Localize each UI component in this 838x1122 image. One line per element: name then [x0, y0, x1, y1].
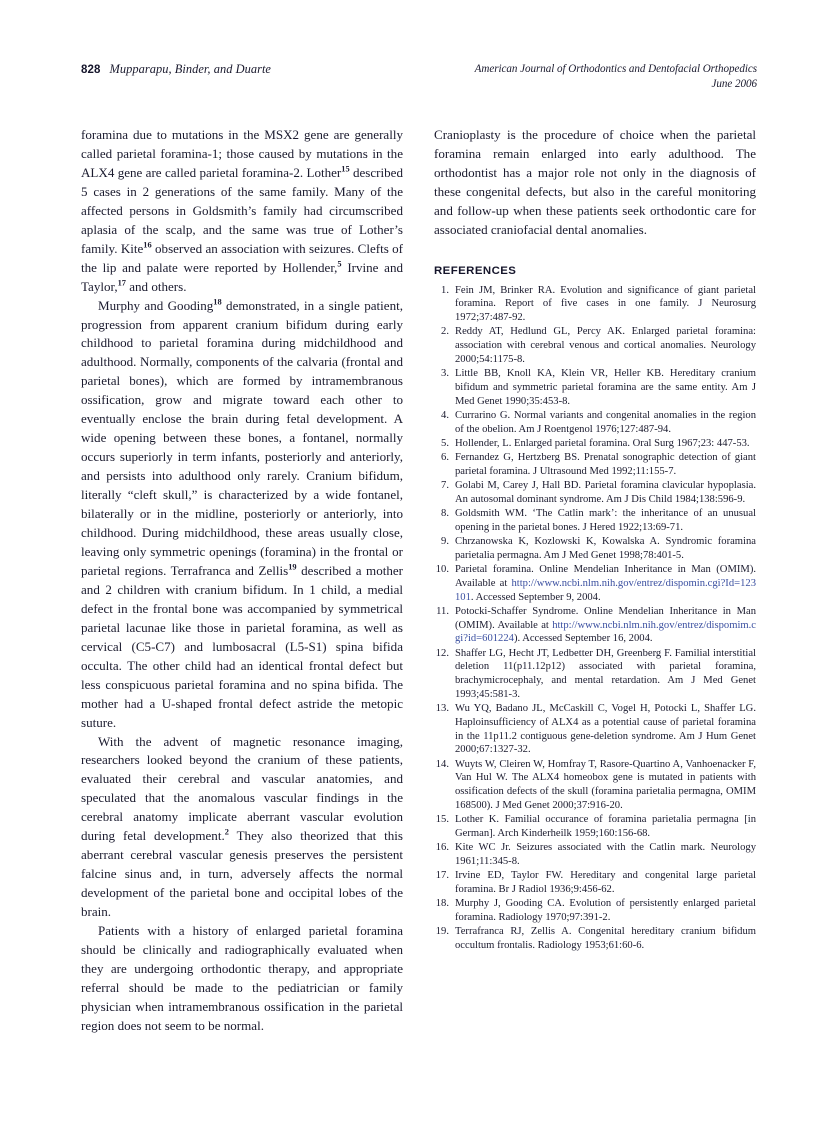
issue-date: June 2006: [711, 77, 757, 90]
reference-item: Wu YQ, Badano JL, McCaskill C, Vogel H, Potocki L, Shaffer LG. Haploinsufficiency of ALX4 as a potential cause of parietal foramina in the 11p11.2 contiguous gene-deletion syndrome. Am J Hum Genet 2000;67:1327-32.: [455, 703, 756, 756]
citation-superscript: 19: [288, 562, 297, 572]
running-head: [81, 62, 757, 96]
running-head-authors: Mupparapu, Binder, and Duarte: [109, 62, 271, 76]
body-paragraph: Patients with a history of enlarged parietal foramina should be clinically and radiographically evaluated when they are undergoing orthodontic therapy, and appropriate referral should be made to the pediatrician or family physician when intramembranous ossification in the parietal region does not seem to be normal.: [81, 923, 403, 1033]
reference-item: Golabi M, Carey J, Hall BD. Parietal foramina clavicular hypoplasia. An autosomal dominant syndrome. Am J Dis Child 1984;138:596-9.: [455, 480, 756, 505]
reference-item: Fernandez G, Hertzberg BS. Prenatal sonographic detection of giant parietal foramina. J Ultrasound Med 1992;11:155-7.: [455, 452, 756, 477]
reference-item: Lother K. Familial occurance of foramina parietalia permagna [in German]. Arch Kinderheilk 1959;160:156-68.: [455, 814, 756, 839]
reference-item: Little BB, Knoll KA, Klein VR, Heller KB. Hereditary cranium bifidum and symmetric parietal foramina are the same entity. Am J Med Genet 1990;35:453-8.: [455, 368, 756, 407]
citation-superscript: 18: [213, 297, 222, 307]
left-column: [81, 126, 403, 1036]
journal-title: American Journal of Orthodontics and Dentofacial Orthopedics: [474, 63, 757, 75]
reference-item: Chrzanowska K, Kozlowski K, Kowalska A. Syndromic foramina parietalia permagna. Am J Med Genet 1998;78:401-5.: [455, 536, 756, 561]
reference-item: Currarino G. Normal variants and congenital anomalies in the region of the obelion. Am J Roentgenol 1976;127:487-94.: [455, 409, 756, 435]
body-paragraph: Cranioplasty is the procedure of choice when the parietal foramina remain enlarged into early adulthood. The orthodontist has a major role not only in the diagnosis of these congenital defects, but also in the careful monitoring and follow-up when these patients seek orthodontic care for associated craniofacial dental anomalies.: [434, 127, 756, 237]
citation-superscript: 2: [224, 827, 229, 837]
citation-superscript: 5: [337, 259, 342, 269]
running-head-left: [81, 62, 271, 77]
reference-item: Wuyts W, Cleiren W, Homfray T, Rasore-Quartino A, Vanhoenacker F, Van Hul W. The ALX4 homeobox gene is mutated in patients with ossification defects of the skull (foramina parietalia permagna, OMIM 168500). J Med Genet 2000;37:916-20.: [455, 758, 756, 811]
reference-item: Goldsmith WM. ‘The Catlin mark’: the inheritance of an unusual opening in the parietal bones. J Hered 1922;13:69-71.: [455, 508, 756, 533]
right-column: [434, 126, 756, 953]
running-head-right: [475, 62, 757, 91]
reference-item: Murphy J, Gooding CA. Evolution of persistently enlarged parietal foramina. Radiology 1970;97:391-2.: [455, 898, 756, 923]
reference-item: Potocki-Schaffer Syndrome. Online Mendelian Inheritance in Man (OMIM). Available at http://www.ncbi.nlm.nih.gov/entrez/dispomim.cgi?id=601224). Accessed September 16, 2004.: [455, 605, 756, 645]
page-number: 828: [81, 64, 101, 76]
citation-superscript: 16: [143, 240, 152, 250]
reference-item: Hollender, L. Enlarged parietal foramina. Oral Surg 1967;23: 447-53.: [455, 437, 750, 449]
body-paragraph: Murphy and Gooding$^{18}$ demonstrated, in a single patient, progression from apparent cranium bifidum during early childhood to parietal foramina during midchildhood and adulthood. Normally, components of the calvaria (frontal and parietal bones), which are formed by intramembranous ossification, grow and migrate toward each other to eventually enclose the brain during fetal development. A wide opening between these bones, a fontanel, normally occurs superiorly in term infants, posteriorly and anteriorly, and persists into adulthood only rarely. Cranium bifidum, literally “cleft skull,” is characterized by a wide fontanel, bilaterally or in the midline, posteriorly or anteriorly, into childhood. During midchildhood, these areas usually close, leaving only symmetric openings (foramina) in the frontal or parietal regions. Terrafranca and Zellis$^{19}$ described a mother and 2 children with cranium bifidum. In 1 child, a medial defect in the frontal bone was accompanied by symmetrical parietal lacunae like those in parietal foramina, as well as cervical (C5-C7) and lumbosacral (L5-S1) spina bifida occulta. The other child had an identical frontal defect but less conspicuous parietal foramina and no spina bifida. The mother had a U-shaped frontal defect astride the metopic suture.: [81, 297, 404, 730]
citation-superscript: 15: [341, 164, 350, 174]
reference-item: Parietal foramina. Online Mendelian Inheritance in Man (OMIM). Available at http://www.ncbi.nlm.nih.gov/entrez/dispomin.cgi?Id=123101. Accessed September 9, 2004.: [455, 564, 756, 603]
reference-item: Shaffer LG, Hecht JT, Ledbetter DH, Greenberg F. Familial interstitial deletion 11(p11.12p12) associated with parietal foramina, brachymicrocephaly, and mental retardation. Am J Med Genet 1993;45:581-3.: [455, 647, 756, 700]
references-heading: REFERENCES: [434, 264, 517, 277]
reference-item: Fein JM, Brinker RA. Evolution and significance of giant parietal foramina. Report of five cases in one family. J Neurosurg 1972;37:487-92.: [455, 284, 756, 324]
body-paragraph: foramina due to mutations in the MSX2 gene are generally called parietal foramina-1; those caused by mutations in the ALX4 gene are called parietal foramina-2. Lother$^{15}$ described 5 cases in 2 generations of the same family. Many of the affected persons in Goldsmith’s family had circumscribed aplasia of the scalp, and the same was true of Lother’s family. Kite$^{16}$ observed an association with seizures. Clefts of the lip and palate were reported by Hollender,$^5$ Irvine and Taylor,$^{17}$ and others.: [81, 127, 404, 294]
reference-item: Kite WC Jr. Seizures associated with the Catlin mark. Neurology 1961;11:345-8.: [455, 842, 756, 867]
reference-list: [434, 284, 756, 953]
reference-item: Terrafranca RJ, Zellis A. Congenital hereditary cranium bifidum occultum frontalis. Radiology 1953;61:60-6.: [455, 926, 756, 951]
reference-url-link[interactable]: http://www.ncbi.nlm.nih.gov/entrez/dispomin.cgi?Id=123101: [455, 577, 756, 603]
citation-superscript: 17: [117, 278, 126, 288]
body-paragraph: With the advent of magnetic resonance imaging, researchers looked beyond the cranium of these patients, evaluated their cerebral and vascular anatomies, and speculated that the anomalous vascular findings in the cerebral anatomy implicate aberrant vascular evolution during fetal development.$^2$ They also theorized that this aberrant cerebral vascular genesis preserves the persistent falcine sinus and, in turn, adversely affects the normal development of the parietal bone and occipital lobes of the brain.: [81, 733, 403, 920]
reference-url-link[interactable]: http://www.ncbi.nlm.nih.gov/entrez/dispomim.cgi?id=601224: [455, 619, 756, 645]
reference-item: Reddy AT, Hedlund GL, Percy AK. Enlarged parietal foramina: association with cerebral venous and cortical anomalies. Neurology 2000;54:1175-8.: [455, 326, 756, 365]
reference-item: Irvine ED, Taylor FW. Hereditary and congenital large parietal foramina. Br J Radiol 1936;9:456-62.: [455, 870, 756, 895]
